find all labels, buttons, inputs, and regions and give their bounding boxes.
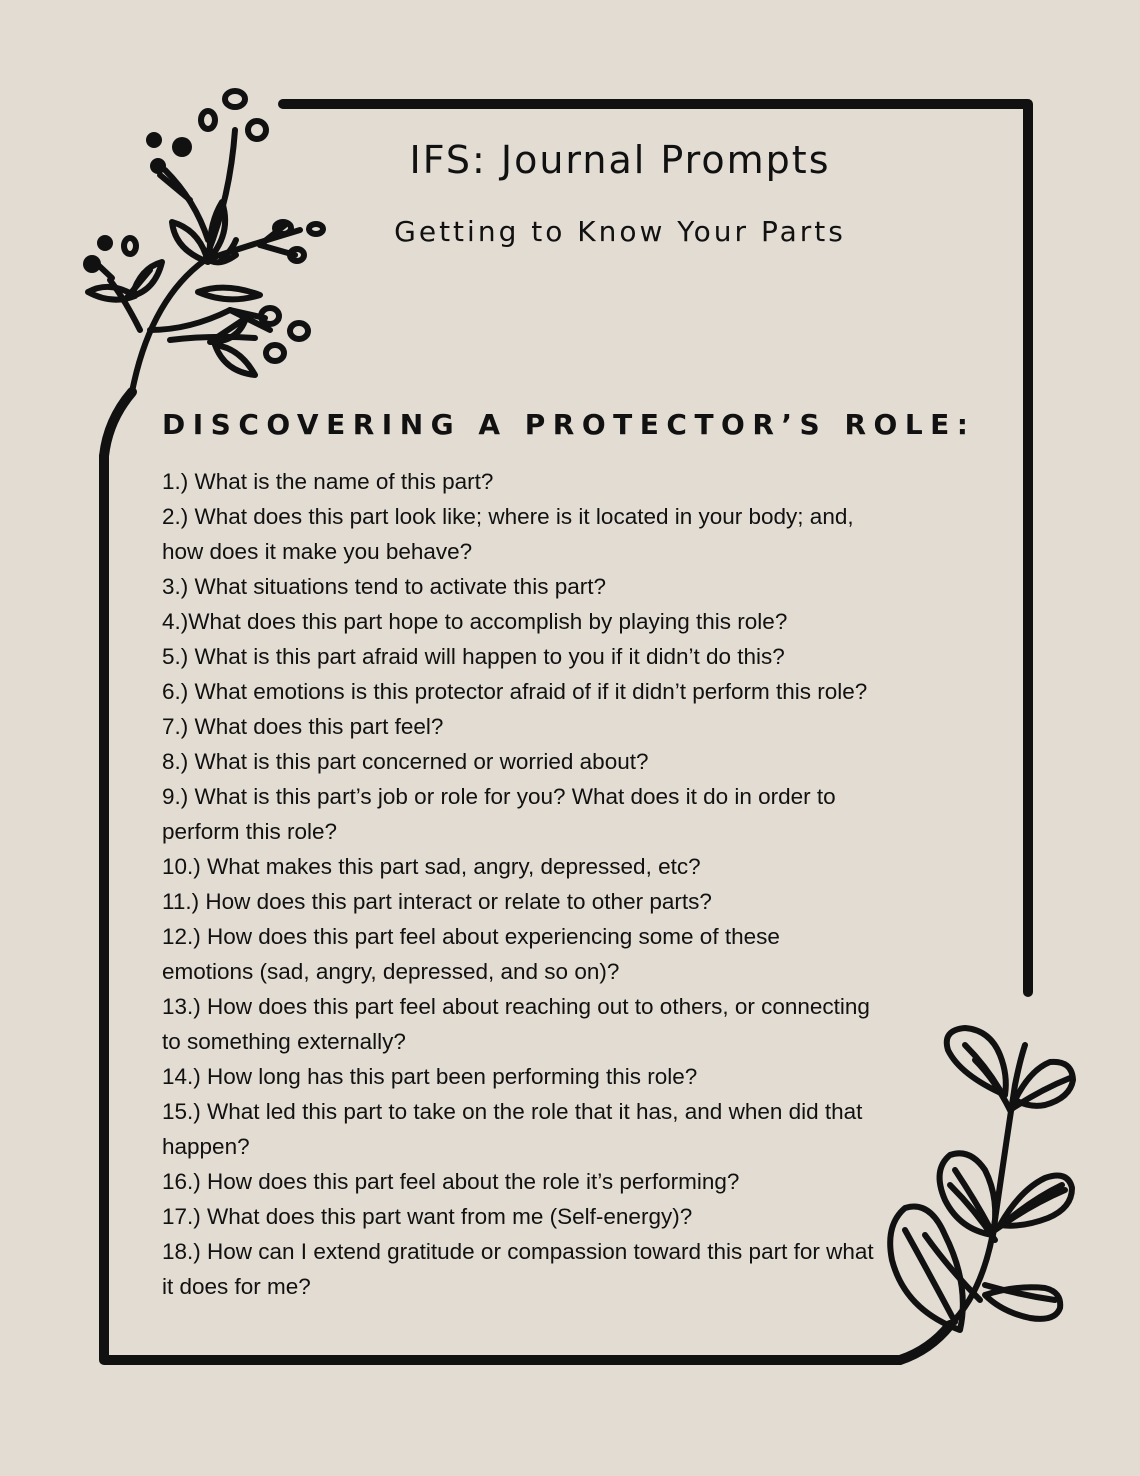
prompt-item: 15.) What led this part to take on the role that it has, and when did that happen? [162,1099,863,1159]
prompt-item: 14.) How long has this part been performing this role? [162,1064,698,1089]
page-subtitle: Getting to Know Your Parts [394,215,846,248]
botanical-sprig-top-left-icon [88,91,323,392]
prompt-item: 2.) What does this part look like; where is it located in your body; and, how does it make you behave? [162,504,854,564]
prompt-item: 1.) What is the name of this part? [162,469,494,494]
botanical-sprig-bottom-right-icon [890,1028,1073,1330]
section-heading: DISCOVERING A PROTECTOR’S ROLE: [162,408,976,441]
prompt-item: 7.) What does this part feel? [162,714,444,739]
prompt-item: 11.) How does this part interact or relate to other parts? [162,889,712,914]
prompt-item: 17.) What does this part want from me (Self-energy)? [162,1204,693,1229]
prompt-item: 4.)What does this part hope to accomplish by playing this role? [162,609,788,634]
prompt-item: 6.) What emotions is this protector afraid of if it didn’t perform this role? [162,679,868,704]
prompt-item: 3.) What situations tend to activate this part? [162,574,606,599]
prompt-item: 10.) What makes this part sad, angry, depressed, etc? [162,854,701,879]
prompt-item: 12.) How does this part feel about experiencing some of these emotions (sad, angry, depressed, and so on)? [162,924,780,984]
prompt-item: 9.) What is this part’s job or role for you? What does it do in order to perform this role? [162,784,836,844]
prompt-item: 13.) How does this part feel about reaching out to others, or connecting to something externally? [162,994,870,1054]
prompt-list [162,464,877,1304]
prompt-item: 18.) How can I extend gratitude or compassion toward this part for what it does for me? [162,1239,874,1299]
prompt-item: 16.) How does this part feel about the role it’s performing? [162,1169,740,1194]
page-title: IFS: Journal Prompts [409,138,831,182]
prompt-item: 5.) What is this part afraid will happen to you if it didn’t do this? [162,644,785,669]
prompt-item: 8.) What is this part concerned or worried about? [162,749,649,774]
